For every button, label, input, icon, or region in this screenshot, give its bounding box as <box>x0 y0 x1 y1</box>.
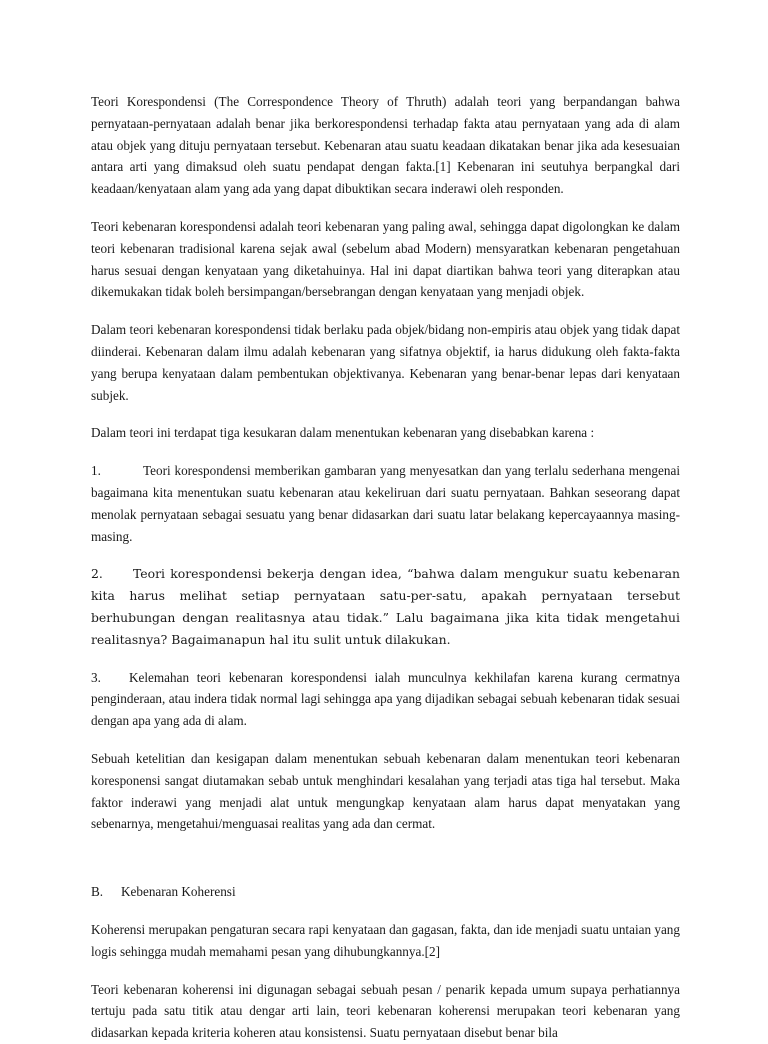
paragraph-earliest-theory: Teori kebenaran korespondensi adalah teori kebenaran yang paling awal, sehingga dapat digolongkan ke dalam teori kebenaran tradisional karena sejak awal (sebelum abad Modern) mensyaratkan kebenaran pengetahuan harus sesuai dengan kenyataan yang diketahuinya. Hal ini dapat diartikan bahwa teori yang diterapkan atau dikemukakan tidak boleh bersimpangan/bersebrangan dengan kenyataan yang menjadi objek. <box>91 218 680 300</box>
section-number: B. <box>91 884 104 900</box>
paragraph-non-empirical: Dalam teori kebenaran korespondensi tidak berlaku pada objek/bidang non-empiris atau objek yang tidak dapat diinderai. Kebenaran dalam ilmu adalah kebenaran yang sifatnya objektif, ia harus didukung oleh fakta-fakta yang berupa kenyataan dalam pembentukan objektivanya. Kebenaran yang benar-benar lepas dari kenyataan subjek. <box>91 322 680 403</box>
paragraph-correspondence-definition: Teori Korespondensi (The Correspondence Theory of Thruth) adalah teori yang berpandangan bahwa pernyataan-pernyataan adalah benar jika berkorespondensi terhadap fakta atau pernyataan yang ada di alam atau objek yang dituju pernyataan tersebut. Kebenaran atau suatu keadaan dikatakan benar jika ada kesesuaian antara arti yang dimaksud oleh suatu pendapat dengan fakta.[1] Kebenaran ini seutuhya berpangkal dari keadaan/kenyataan alam yang ada yang dapat dibuktikan secara inderawi oleh responden. <box>91 94 680 197</box>
list-item-number: 3. <box>91 669 101 685</box>
list-item-3 <box>91 667 680 732</box>
paragraph-three-difficulties-intro: Dalam teori ini terdapat tiga kesukaran dalam menentukan kebenaran yang disebabkan karena : <box>91 425 595 441</box>
list-item-text: Teori korespondensi memberikan gambaran yang menyesatkan dan yang terlalu sederhana mengenai bagaimana kita menentukan suatu kebenaran atau kekeliruan dari suatu pernyataan. Bahkan seseorang dapat menolak pernyataan sebagai sesuatu yang benar didasarkan dari suatu latar belakang kepercayaannya masing-masing. <box>91 463 680 544</box>
document-body <box>91 91 680 1044</box>
list-item-text: Teori korespondensi bekerja dengan idea, “bahwa dalam mengukur suatu kebenaran kita harus melihat setiap pernyataan satu-per-satu, apakah pernyataan tersebut berhubungan dengan realitasnya atau tidak.” Lalu bagaimana jika kita tidak mengetahui realitasnya? Bagaimanapun hal itu sulit untuk dilakukan. <box>91 566 680 647</box>
paragraph-coherence-definition: Koherensi merupakan pengaturan secara rapi kenyataan dan gagasan, fakta, dan ide menjadi suatu untaian yang logis sehingga mudah memahami pesan yang dihubungkannya.[2] <box>91 921 680 959</box>
paragraph-accuracy: Sebuah ketelitian dan kesigapan dalam menentukan sebuah kebenaran dalam menentukan teori kebenaran koresponensi sangat diutamakan sebab untuk menghindari kesalahan yang terjadi atas tiga hal tersebut. Maka faktor inderawi yang menjadi alat untuk mengungkap kenyataan alam harus dapat menyatakan yang sebenarnya, mengetahui/menguasai realitas yang ada dan cermat. <box>91 750 680 832</box>
list-item-text: Kelemahan teori kebenaran korespondensi ialah munculnya kekhilafan karena kurang cermatnya penginderaan, atau indera tidak normal lagi sehingga apa yang dijadikan sebagai sebuah kebenaran tidak sesuai dengan apa yang ada di alam. <box>91 669 680 729</box>
section-title: Kebenaran Koherensi <box>121 884 236 900</box>
list-item-2 <box>91 563 680 650</box>
list-item-1 <box>91 460 680 547</box>
list-item-number: 2. <box>91 566 103 582</box>
list-item-number: 1. <box>91 463 101 479</box>
section-heading <box>91 881 680 903</box>
paragraph-coherence-theory: Teori kebenaran koherensi ini digunagan sebagai sebuah pesan / penarik kepada umum supaya perhatiannya tertuju pada satu titik atau dengar arti lain, teori kebenaran koherensi merupakan teori kebenaran yang didasarkan kepada kriteria koheren atau konsistensi. Suatu pernyataan disebut benar bila <box>91 981 680 1041</box>
